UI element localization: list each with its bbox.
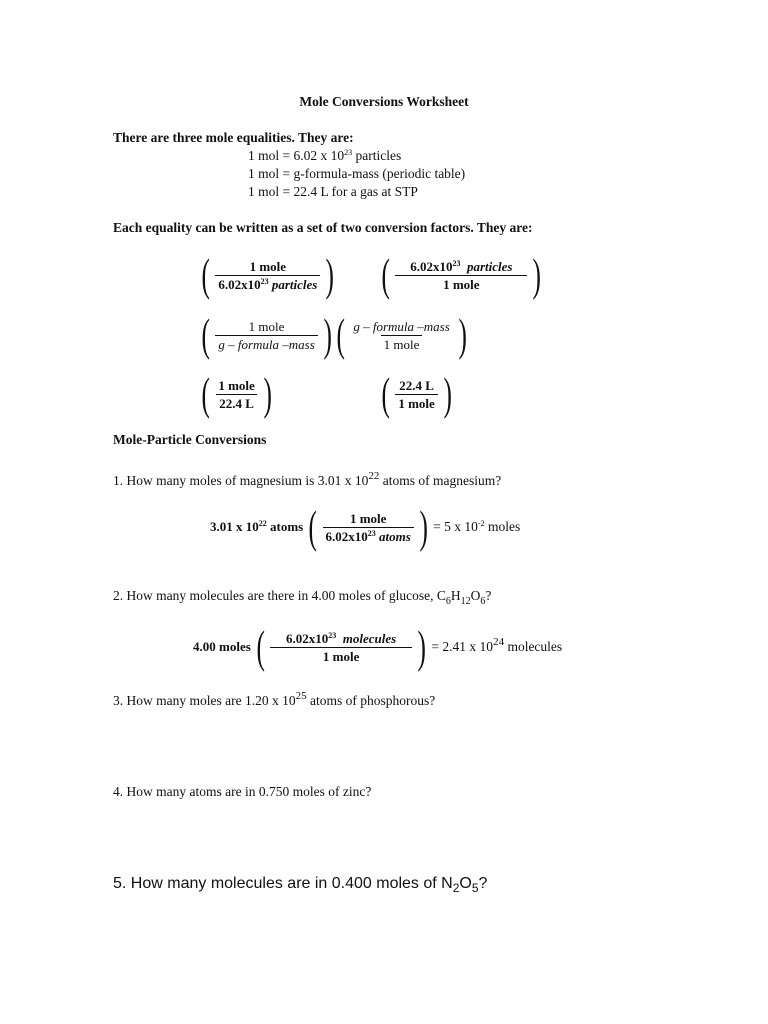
solution-1: 3.01 x $10^{22}$ atoms ( $\frac{\text{1 mole}}{6.02x10^{23} atoms}$ ) = 5 x $10^{-2}$ moles — [210, 501, 521, 552]
question-5: 5. How many molecules are in 0.400 moles of $N_2O_5$? — [113, 875, 488, 895]
factor-mole-per-gfm: ( $\frac{\text{1 mole}}{\text{g – formula –mass}}$ ) — [201, 309, 332, 360]
factor-gfm-per-mole: ( $\frac{\text{g – formula –mass}}{\text{1 mole}}$ ) — [336, 309, 467, 360]
worksheet-title: Mole Conversions Worksheet — [299, 94, 469, 109]
factor-mole-per-22-4-L: ( $\frac{\text{1 mole}}{22.4 L}$ ) — [201, 368, 272, 419]
factor-22-4-L-per-mole: ( $\frac{22.4 L}{\text{1 mole}}$ ) — [381, 368, 452, 419]
factor-particles-per-mole: ( $\frac{6.02x10^{23} particles}{\text{1 mole}}$ ) — [381, 249, 542, 300]
factor-mole-per-particles: ( $\frac{\text{1 mole}}{6.02x10^{23} particles}$ ) — [201, 249, 335, 300]
equality-3: 1 mol = 22.4 L for a gas at STP — [248, 184, 418, 199]
question-1: 1. How many moles of magnesium is 3.01 x $10^{22}$ atoms of magnesium? — [113, 470, 502, 488]
section-heading: Mole-Particle Conversions — [113, 432, 267, 447]
equality-1: 1 mol = 6.02 x $10^{23}$ particles — [248, 148, 402, 163]
question-4: 4. How many atoms are in 0.750 moles of zinc? — [113, 784, 372, 799]
solution-2: 4.00 moles ( $\frac{6.02x10^{23} molecules}{\text{1 mole}}$ ) = 2.41 x $10^{24}$ molecules — [193, 621, 563, 672]
equality-2: 1 mol = g-formula-mass (periodic table) — [248, 166, 466, 181]
factors-heading: Each equality can be written as a set of two conversion factors. They are: — [113, 220, 533, 235]
equalities-heading: There are three mole equalities. They are: — [113, 130, 354, 145]
question-2: 2. How many molecules are there in 4.00 moles of glucose, $C_6H_{12}O_6$? — [113, 588, 492, 607]
question-3: 3. How many moles are 1.20 x $10^{25}$ atoms of phosphorous? — [113, 690, 436, 708]
